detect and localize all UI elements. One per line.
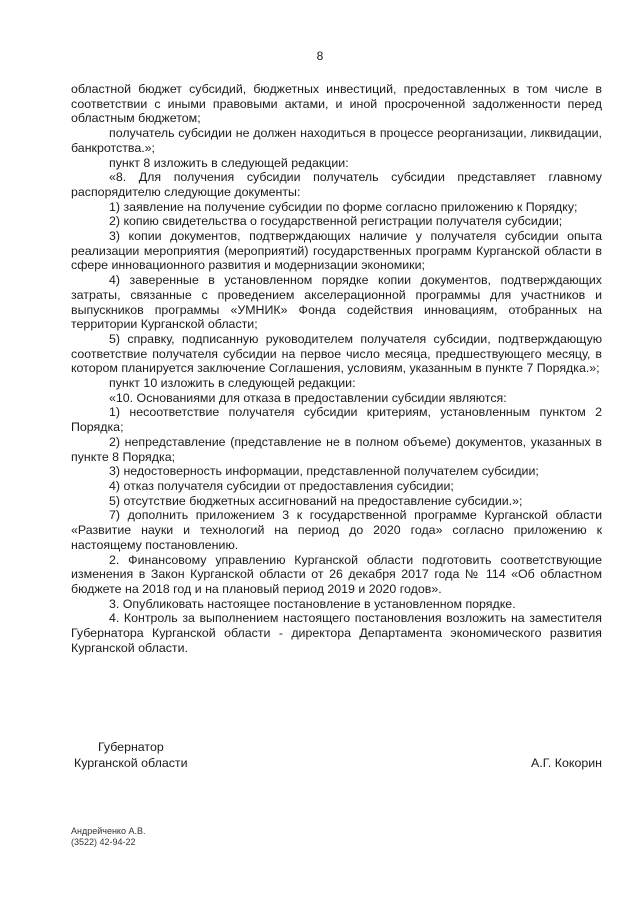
paragraph: 2. Финансовому управлению Курганской области подготовить соответствующие изменения в Закон Курганской области от 26 декабря 2017 года № 114 «Об областном бюджете на 2018 год и на плановый период 2019 и 2020 годов». bbox=[71, 552, 602, 596]
paragraph: 1) заявление на получение субсидии по форме согласно приложению к Порядку; bbox=[109, 199, 578, 214]
signatory-title bbox=[74, 740, 188, 771]
paragraph: 7) дополнить приложением 3 к государственной программе Курганской области «Развитие науки и технологий на период до 2020 года» согласно приложению к настоящему постановлению. bbox=[71, 508, 602, 552]
executor-footer bbox=[71, 826, 145, 848]
paragraph: 5) справку, подписанную руководителем получателя субсидии, подтверждающую соответствие получателя субсидии на первое число месяца, предшествующего месяцу, в котором планируется заключение Соглашения, условиям, указанным в пункте 7 Порядка.»; bbox=[71, 331, 602, 376]
paragraph: областной бюджет субсидий, бюджетных инвестиций, предоставленных в том числе в соответствии с иными правовыми актами, и иной просроченной задолженности перед областным бюджетом; bbox=[71, 82, 602, 126]
signatory-title-line2: Курганской области bbox=[74, 755, 188, 770]
executor-name: Андрейченко А.В. bbox=[71, 826, 146, 836]
page-number: 8 bbox=[316, 49, 324, 63]
paragraph: «8. Для получения субсидии получатель субсидии представляет главному распорядителю следующие документы: bbox=[71, 170, 602, 199]
paragraph: 4) заверенные в установленном порядке копии документов, подтверждающих затраты, связанные с проведением акселерационной программы для участников и выпускников программы «УМНИК» Фонда содействия инновациям, отобранных на территории Курганской области; bbox=[71, 273, 602, 332]
paragraph: 3) копии документов, подтверждающих наличие у получателя субсидии опыта реализации мероприятия (мероприятий) государственных программ Курганской области в сфере инновационного развития и модернизации экономики; bbox=[71, 229, 602, 273]
paragraph: получатель субсидии не должен находиться в процессе реорганизации, ликвидации, банкротства.»; bbox=[71, 126, 602, 155]
paragraph: «10. Основаниями для отказа в предоставлении субсидии являются: bbox=[109, 390, 507, 405]
paragraph: 4) отказ получателя субсидии от предоставления субсидии; bbox=[109, 478, 454, 493]
executor-phone: (3522) 42-94-22 bbox=[71, 837, 136, 847]
paragraph: 3. Опубликовать настоящее постановление в установленном порядке. bbox=[109, 596, 516, 611]
paragraph: 1) несоответствие получателя субсидии критериям, установленным пунктом 2 Порядка; bbox=[71, 405, 602, 435]
paragraph: 2) копию свидетельства о государственной регистрации получателя субсидии; bbox=[109, 214, 563, 229]
paragraph: 2) непредставление (представление не в полном объеме) документов, указанных в пункте 8 Порядка; bbox=[71, 434, 602, 464]
paragraph: 4. Контроль за выполнением настоящего постановления возложить на заместителя Губернатора Курганской области - директора Департамента экономического развития Курганской области. bbox=[71, 611, 602, 655]
signatory-name: А.Г. Кокорин bbox=[530, 756, 602, 770]
paragraph: 5) отсутствие бюджетных ассигнований на предоставление субсидии.»; bbox=[109, 493, 523, 508]
document-body bbox=[71, 82, 602, 655]
signatory-title-line1: Губернатор bbox=[98, 740, 164, 754]
paragraph: пункт 10 изложить в следующей редакции: bbox=[109, 376, 356, 391]
paragraph: пункт 8 изложить в следующей редакции: bbox=[109, 155, 349, 170]
paragraph: 3) недостоверность информации, представленной получателем субсидии; bbox=[109, 464, 539, 479]
